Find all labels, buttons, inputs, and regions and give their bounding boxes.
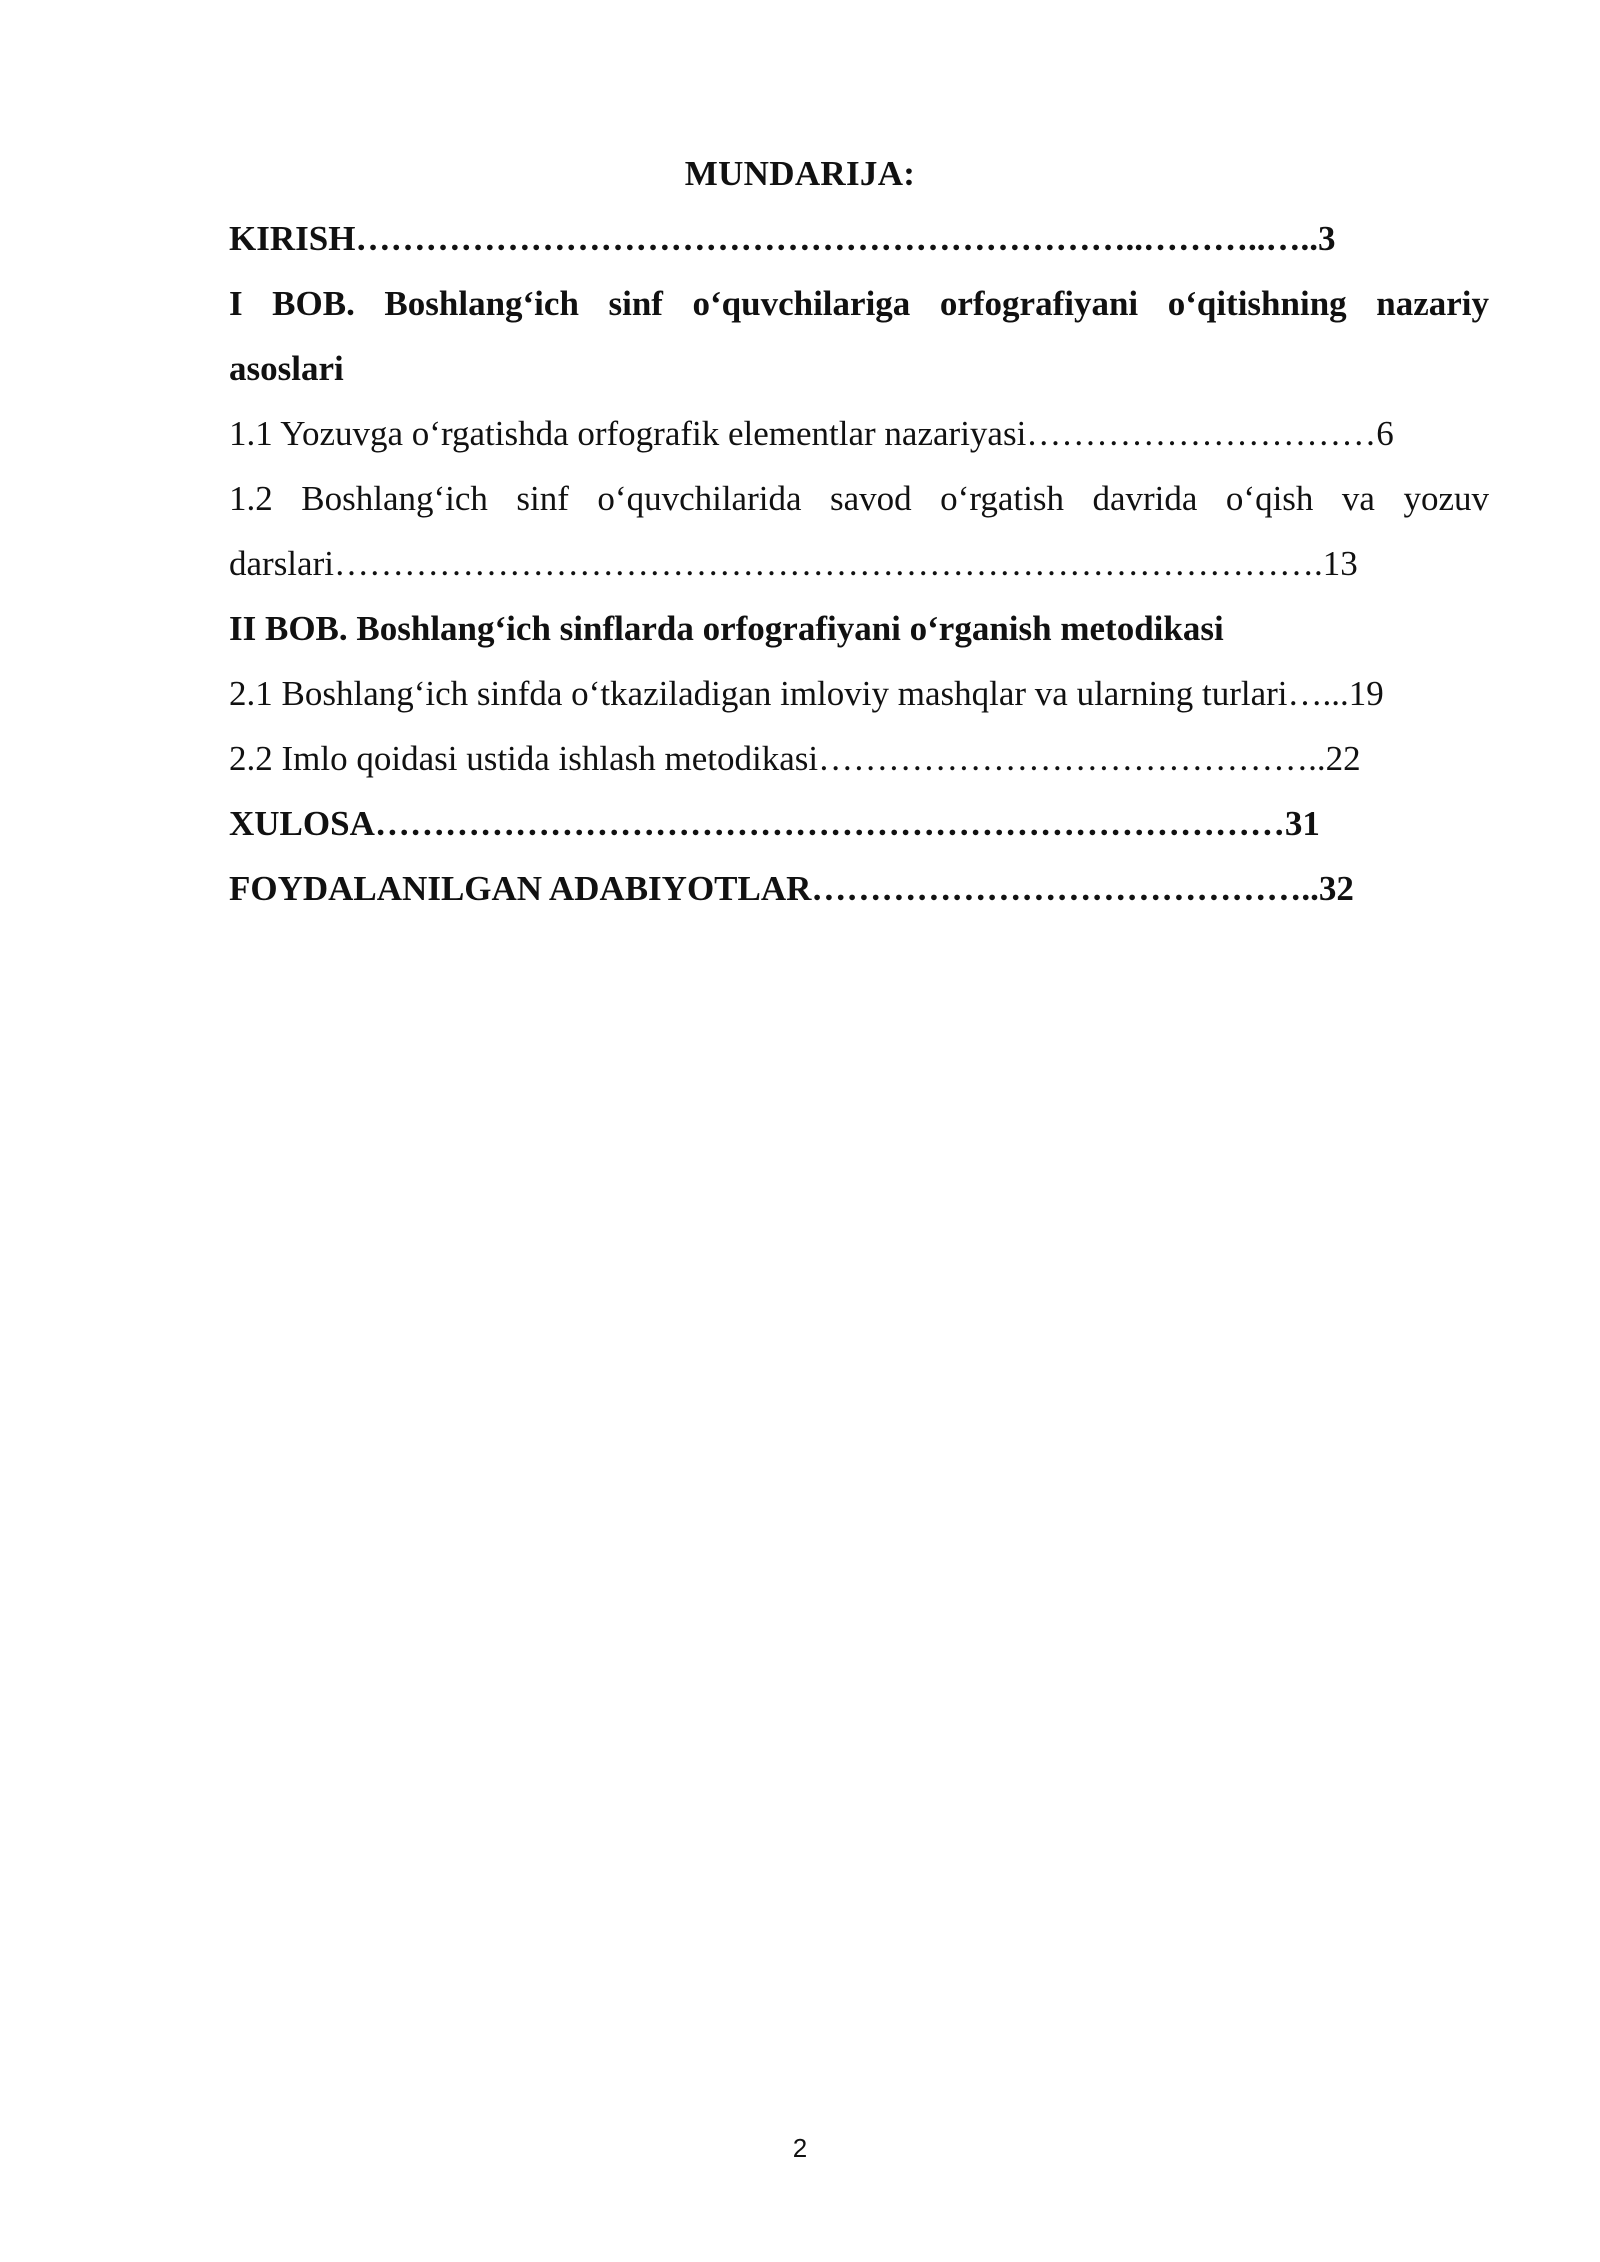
toc-entry-xulosa [229,802,1489,846]
toc-page-number: 13 [1322,544,1358,583]
toc-entry-adabiyotlar [229,867,1489,911]
toc-page-number: 6 [1376,414,1394,453]
toc-leader-dots: …………………………………………………………………………. [333,544,1323,583]
toc-leader-dots: ………………………… [1026,414,1377,453]
toc-leader-dots: …... [1287,674,1349,713]
toc-leader-dots: …………………………………….. [818,739,1326,778]
toc-page-number: 32 [1318,869,1354,908]
toc-section-2-1 [229,672,1489,716]
toc-page-number: 22 [1325,739,1361,778]
toc-section-1-2-line-2 [229,542,1489,586]
page-number: 2 [792,2133,808,2163]
toc-page-number: 19 [1348,674,1384,713]
toc-entry-text: KIRISH [229,219,356,258]
toc-leader-dots: …………………………………….. [811,869,1319,908]
toc-chapter-2: II BOB. Boshlang‘ich sinflarda orfografiyani o‘rganish metodikasi [229,609,1224,648]
toc-section-1-2-line-1: 1.2 Boshlang‘ich sinf o‘quvchilarida savod o‘rgatish davrida o‘qish va yozuv [229,479,1489,518]
toc-entry-text: 2.2 Imlo qoidasi ustida ishlash metodikasi [229,739,819,778]
toc-title: MUNDARIJA: [684,154,916,193]
toc-leader-dots: …………………………………………………………………… [374,804,1285,843]
toc-entry-kirish [229,217,1489,261]
toc-chapter-1-line-2: asoslari [229,349,344,388]
toc-entry-text: FOYDALANILGAN ADABIYOTLAR [229,869,812,908]
toc-chapter-1-line-1: I BOB. Boshlang‘ich sinf o‘quvchilariga orfografiyani o‘qitishning nazariy [229,284,1489,323]
toc-entry-text: 2.1 Boshlang‘ich sinfda o‘tkaziladigan imloviy mashqlar va ularning turlari [229,674,1288,713]
toc-section-2-2 [229,737,1489,781]
toc-page-number: 31 [1284,804,1320,843]
toc-leader-dots: …………………………………………………………..………..….. [355,219,1318,258]
toc-entry-text: 1.1 Yozuvga o‘rgatishda orfografik elementlar nazariyasi [229,414,1027,453]
toc-page-number: 3 [1317,219,1336,258]
toc-entry-text: XULOSA [229,804,375,843]
toc-entry-text: darslari [229,544,334,583]
toc-section-1-1 [229,412,1489,456]
